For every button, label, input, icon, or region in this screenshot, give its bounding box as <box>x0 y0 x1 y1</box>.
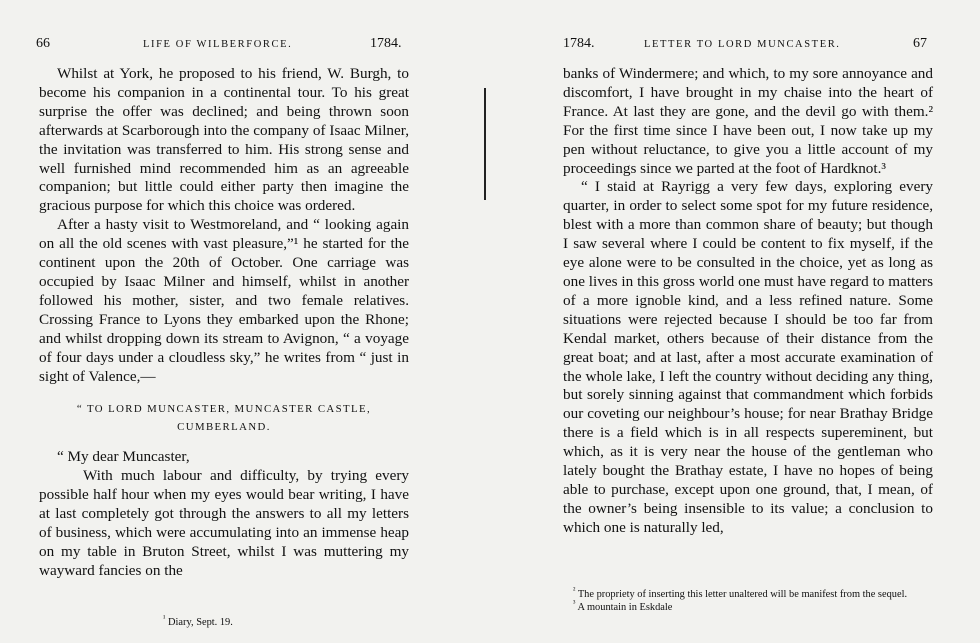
letter-paragraph-1: With much labour and difficulty, by trying every possible half hour when my eyes would bear writing, I have at last completely got through the answers to all my letters of business, which were accumulating into an immense heap on my table in Bruton Street, whilst I was muttering my wayward fancies on the <box>39 467 409 579</box>
letter-address-line-2: CUMBERLAND. <box>177 421 271 434</box>
letter-salutation: “ My dear Muncaster, <box>57 448 190 466</box>
right-paragraph-2: “ I staid at Rayrigg a very few days, exploring every quarter, in order to select some spot for my future residence, blest with a more than common share of beauty; but though I saw several where I could be content to fix myself, if the eye alone were to be consulted in the choice, yet as long as one lives in this gross world one must have regard to matters of a more ignoble kind, and a less refined nature. Some situations were rejected because I should be too far from Kendal market, others because of their distance from the great boat; and at last, after a most accurate examination of the whole lake, I left the country without deciding any thing, but sorely sinning against that commandment which forbids our coveting our neighbour’s house; for near Brathay Bridge there is a field which is in all respects supereminent, but which, as it is very near the house of the gentleman who lately bought the Brathay estate, I have no hopes of being able to purchase, except upon one ground, that, I mean, of the owner’s being insensible to its value; a conclusion to which one is naturally led, <box>563 178 933 536</box>
left-footnote <box>163 613 423 629</box>
left-running-title: LIFE OF WILBERFORCE. <box>143 39 293 50</box>
right-footnote-2 <box>573 585 949 601</box>
left-running-header <box>0 36 488 54</box>
right-body-text <box>563 65 933 538</box>
letter-address-line-1: “ TO LORD MUNCASTER, MUNCASTER CASTLE, <box>76 403 372 416</box>
gutter-line <box>484 88 486 200</box>
right-header-year: 1784. <box>563 36 595 51</box>
right-page <box>488 0 980 643</box>
right-footnotes <box>573 585 949 614</box>
letter-address <box>39 400 409 436</box>
left-page <box>0 0 488 643</box>
footnote-2-text: The propriety of inserting this letter unaltered will be manifest from the sequel. <box>577 589 908 600</box>
right-running-header <box>488 36 980 54</box>
footnote-2-mark: ² <box>573 585 576 595</box>
left-paragraph-1: Whilst at York, he proposed to his friend, W. Burgh, to become his companion in a continental tour. To his great surprise the offer was declined; and being thrown soon afterwards at Scarborough into the company of Isaac Milner, the invitation was transferred to him. His strong sense and well furnished mind recommended him as an agreeable companion; but little could either party then imagine the gracious purpose for which this choice was ordered. <box>39 65 409 215</box>
right-paragraph-1: banks of Windermere; and which, to my sore annoyance and discomfort, I have brought in my chaise into the heart of France. At last they are gone, and the devil go with them.² For the first time since I have been out, I now take up my pen without reluctance, to give you a little account of my proceedings since we parted at the foot of Hardknot.³ <box>563 65 933 177</box>
left-body-text <box>39 65 409 581</box>
left-footnote-mark: ¹ <box>163 613 166 623</box>
right-running-title: LETTER TO LORD MUNCASTER. <box>644 39 841 50</box>
left-paragraph-2: After a hasty visit to Westmoreland, and “ looking again on all the old scenes with vast pleasure,”¹ he started for the continent upon the 20th of October. One carriage was occupied by Isaac Milner and himself, whilst in another followed his mother, sister, and two female relatives. Crossing France to Lyons they embarked upon the Rhone; and whilst dropping down its stream to Avignon, “ a voyage of four days under a cloudless sky,” he writes from “ just in sight of Valence,— <box>39 216 409 385</box>
left-page-number: 66 <box>36 36 50 51</box>
footnote-3-mark: ³ <box>573 598 576 608</box>
footnote-3-text: A mountain in Eskdale <box>577 602 673 613</box>
left-footnote-text: Diary, Sept. 19. <box>168 617 233 628</box>
right-page-number: 67 <box>913 36 927 51</box>
right-footnote-3 <box>573 598 949 614</box>
left-header-year: 1784. <box>370 36 402 51</box>
